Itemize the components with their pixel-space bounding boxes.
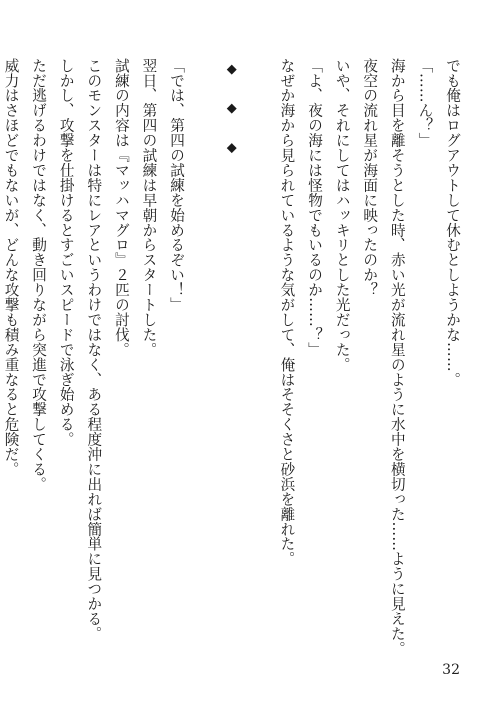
section-break-ornament: ◆ ◆ ◆ — [224, 62, 240, 166]
text-line: 翌日、第四の試練は早朝からスタートした。 — [140, 58, 158, 357]
blank-line — [190, 58, 218, 618]
text-line: なぜか海から見られているような気がして、俺はそそくさと砂浜を離れた。 — [278, 58, 296, 567]
text-line: 試練の内容は『マッハマグロ』２匹の討伐。 — [112, 58, 130, 357]
text-line: このモンスターは特にレアというわけではなく、ある程度沖に出れば簡単に見つかる。 — [85, 58, 103, 642]
vertical-text-body — [0, 58, 466, 656]
text-line: 威力はさほどでもないが、どんな攻撃も積み重なると危険だ。 — [2, 58, 20, 477]
text-line: 海から目を離そうとした時、赤い光が流れ星のように水中を横切った……ように見えた。 — [388, 58, 406, 656]
text-line: でも俺はログアウトして休むとしようかな……。 — [444, 58, 461, 387]
text-line: しかし、攻撃を仕掛けるとすごいスピードで泳ぎ始める。 — [57, 58, 75, 447]
page-number: 32 — [442, 662, 460, 678]
text-line: ただ逃げるわけではなく、動き回りながら突進で攻撃してくる。 — [30, 58, 48, 492]
text-line: 「よ、夜の海には怪物でもいるのか……？」 — [306, 58, 324, 357]
text-line: 「……ん？」 — [416, 58, 434, 148]
text-line: 「では、第四の試練を始めるぞい！」 — [168, 58, 186, 313]
text-line: 夜空の流れ星が海面に映ったのか？ — [361, 58, 379, 298]
text-line: いや、それにしてはハッキリとした光だった。 — [333, 58, 351, 372]
blank-line — [245, 58, 273, 618]
